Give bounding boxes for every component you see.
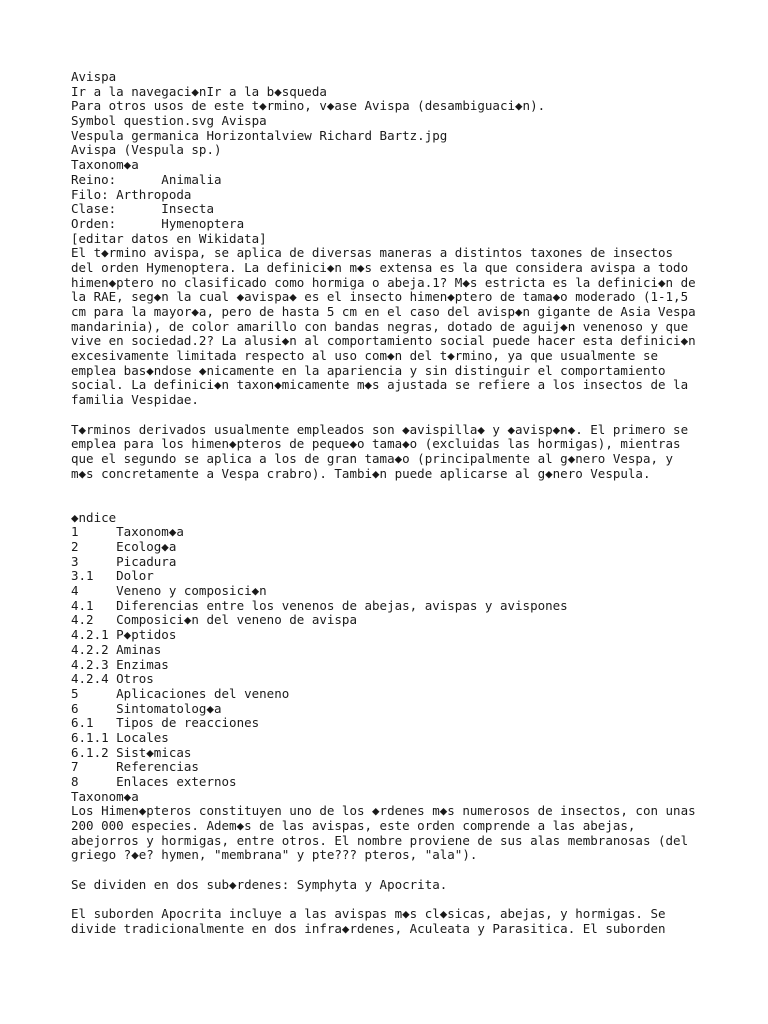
intro-paragraph xyxy=(71,246,711,408)
toc-item: 7 Referencias xyxy=(71,759,199,775)
taxobox-class: Clase: Insecta xyxy=(71,201,214,217)
section-heading: Taxonom◆a xyxy=(71,788,139,804)
image-filename: Vespula germanica Horizontalview Richard Bartz.jpg xyxy=(71,127,448,143)
toc-heading: ◆ndice xyxy=(71,509,117,525)
toc-item: 4.2.4 Otros xyxy=(71,671,154,687)
taxobox-title: Taxonom◆a xyxy=(71,157,139,173)
paragraph-line: la RAE, seg◆n la cual ◆avispa◆ es el insecto himen◆ptero de tama◆o moderado (1-1,5 xyxy=(71,289,689,305)
derived-terms-paragraph xyxy=(71,423,711,482)
paragraph-line: 200 000 especies. Adem◆s de las avispas, este orden comprende a las abejas, xyxy=(71,818,636,834)
taxobox-phylum: Filo: Arthropoda xyxy=(71,186,192,202)
toc-item: 3 Picadura xyxy=(71,553,177,569)
toc-item: 4.2 Composici◆n del veneno de avispa xyxy=(71,612,357,628)
header-block xyxy=(71,70,711,246)
paragraph-line: m◆s concretamente a Vespa crabro). Tambi◆n puede aplicarse al g◆nero Vespula. xyxy=(71,465,651,481)
paragraph-line: social. La definici◆n taxon◆micamente m◆s ajustada se refiere a los insectos de la xyxy=(71,377,689,393)
paragraph-line: El suborden Apocrita incluye a las avispas m◆s cl◆sicas, abejas, y hormigas. Se xyxy=(71,906,666,922)
toc-item: 8 Enlaces externos xyxy=(71,774,237,790)
toc-item: 4.1 Diferencias entre los venenos de abejas, avispas y avispones xyxy=(71,597,568,613)
toc-item: 4 Veneno y composici◆n xyxy=(71,583,267,599)
table-of-contents xyxy=(71,511,711,790)
toc-item: 4.2.2 Aminas xyxy=(71,641,162,657)
paragraph-line: vive en sociedad.2? La alusi◆n al comportamiento social puede hacer esta definici◆n xyxy=(71,333,696,349)
paragraph-line: divide tradicionalmente en dos infra◆rdenes, Aculeata y Parasitica. El suborden xyxy=(71,920,666,936)
paragraph-line: emplea bas◆ndose ◆nicamente en la apariencia y sin distinguir el comportamiento xyxy=(71,362,666,378)
spacer xyxy=(71,893,711,908)
toc-item: 6.1 Tipos de reacciones xyxy=(71,715,260,731)
taxonomy-section xyxy=(71,790,711,863)
paragraph-line: del orden Hymenoptera. La definici◆n m◆s extensa es la que considera avispa a todo xyxy=(71,259,689,275)
apocrita-paragraph xyxy=(71,907,711,936)
document-page xyxy=(71,70,711,937)
navigation-links: Ir a la navegaci◆nIr a la b◆squeda xyxy=(71,83,327,99)
paragraph-line: Los Himen◆pteros constituyen uno de los ◆rdenes m◆s numerosos de insectos, con unas xyxy=(71,803,696,819)
toc-item: 6.1.1 Locales xyxy=(71,729,169,745)
paragraph-line: T◆rminos derivados usualmente empleados son ◆avispilla◆ y ◆avisp◆n◆. El primero se xyxy=(71,421,689,437)
paragraph-line: emplea para los himen◆pteros de peque◆o tama◆o (excluidas las hormigas), mientras xyxy=(71,436,681,452)
paragraph-line: que el segundo se aplica a los de gran tama◆o (principalmente al g◆nero Vespa, y xyxy=(71,450,674,466)
paragraph-line: excesivamente limitada respecto al uso com◆n del t◆rmino, ya que usualmente se xyxy=(71,348,658,364)
toc-item: 3.1 Dolor xyxy=(71,568,154,584)
image-caption: Avispa (Vespula sp.) xyxy=(71,142,222,158)
disambiguation-note: Para otros usos de este t◆rmino, v◆ase Avispa (desambiguaci◆n). xyxy=(71,98,546,114)
toc-item: 4.2.1 P◆ptidos xyxy=(71,627,177,643)
paragraph-line: abejorros y hormigas, entre otros. El nombre proviene de sus alas membranosas (del xyxy=(71,832,689,848)
spacer xyxy=(71,863,711,878)
spacer xyxy=(71,408,711,423)
paragraph-line: El t◆rmino avispa, se aplica de diversas maneras a distintos taxones de insectos xyxy=(71,245,674,261)
paragraph-line: mandarinia), de color amarillo con bandas negras, dotado de aguij◆n venenoso y que xyxy=(71,318,689,334)
image-caption-symbol: Symbol question.svg Avispa xyxy=(71,113,267,129)
wikidata-edit-link: [editar datos en Wikidata] xyxy=(71,230,267,246)
toc-item: 5 Aplicaciones del veneno xyxy=(71,685,290,701)
taxobox-order: Orden: Hymenoptera xyxy=(71,215,245,231)
paragraph-line: himen◆ptero no clasificado como hormiga o abeja.1? M◆s estricta es la definici◆n de xyxy=(71,274,696,290)
paragraph-line: familia Vespidae. xyxy=(71,392,199,408)
toc-item: 6.1.2 Sist◆micas xyxy=(71,744,192,760)
paragraph-line: griego ?◆e? hymen, "membrana" y pte??? pteros, "ala"). xyxy=(71,847,478,863)
suborders-paragraph xyxy=(71,878,711,893)
paragraph-line: cm para la mayor◆a, pero de hasta 5 cm en el caso del avisp◆n gigante de Asia Vespa xyxy=(71,304,696,319)
toc-item: 6 Sintomatolog◆a xyxy=(71,700,222,716)
toc-item: 1 Taxonom◆a xyxy=(71,524,184,540)
toc-item: 4.2.3 Enzimas xyxy=(71,656,169,672)
toc-item: 2 Ecolog◆a xyxy=(71,539,177,555)
paragraph-line: Se dividen en dos sub◆rdenes: Symphyta y Apocrita. xyxy=(71,876,448,892)
spacer xyxy=(71,481,711,510)
taxobox-kingdom: Reino: Animalia xyxy=(71,171,222,187)
page-title: Avispa xyxy=(71,69,117,84)
